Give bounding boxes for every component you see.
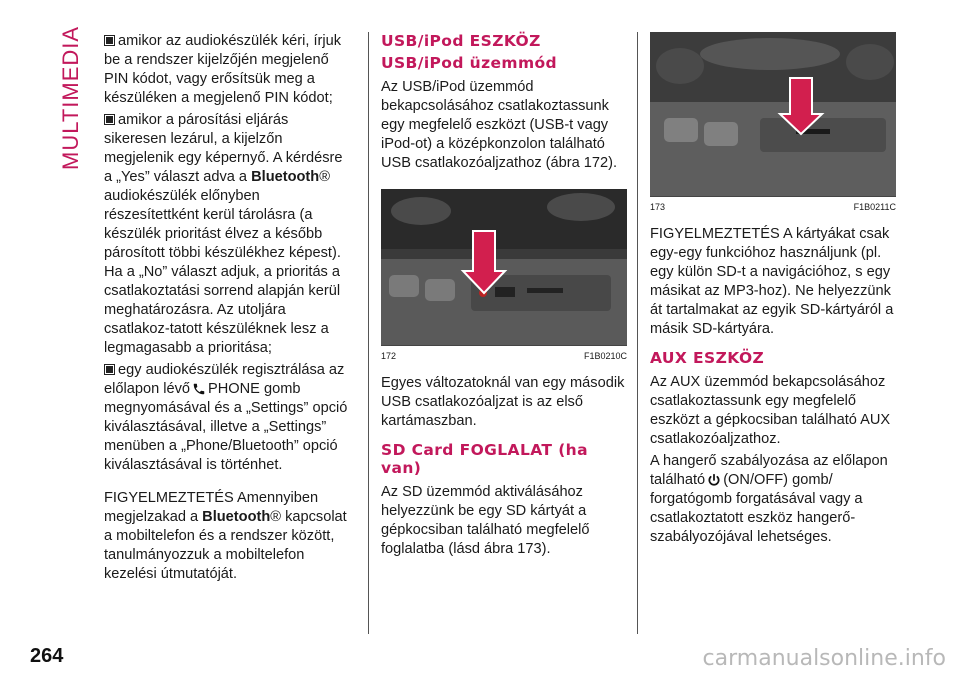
watermark: carmanualsonline.info — [702, 646, 946, 671]
page-number: 264 — [30, 645, 64, 667]
heading-usb-mode: USB/iPod üzemmód — [381, 54, 558, 72]
column-divider — [637, 32, 638, 634]
figure-code: F1B0211C — [853, 202, 896, 212]
paragraph-volume: A hangerő szabályozása az előlapon található (ON/OFF) gomb/ forgatógomb forgatásával vagy a csatlakoztatott eszköz hangerő-szabályozójával lehetséges. — [650, 453, 888, 545]
warning-bluetooth: FIGYELMEZTETÉS Amennyiben megjelzakad a Bluetooth® kapcsolat a mobiltelefon és a rendszer között, tanulmányozzuk a mobiltelefon kezelési útmutatóját. — [104, 490, 347, 582]
column-right — [650, 32, 896, 550]
figure-caption-173 — [650, 196, 896, 213]
figure-usb-socket — [381, 189, 627, 345]
figure-number: 172 — [381, 351, 397, 361]
bullet-square-icon — [104, 35, 115, 46]
phone-icon — [192, 382, 206, 396]
figure-caption-172 — [381, 345, 627, 362]
section-side-label: MULTIMEDIA — [58, 25, 83, 170]
paragraph-usb-intro: Az USB/iPod üzemmód bekapcsolásához csatlakoztassunk egy megfelelő eszközt (USB-t vagy iPod-ot) a középkonzolon található USB csatlakozóaljzathoz (ábra 172). — [381, 79, 618, 171]
heading-aux: AUX ESZKÖZ — [650, 349, 765, 367]
bullet-register-device: egy audiokészülék regisztrálása az előlapon lévő PHONE gomb megnyomásával és a „Settings” opció kiválasztásával, illetve a „Settings” menüben a „Phone/Bluetooth” opció kiválasztásával is történhet. — [104, 362, 348, 473]
column-middle — [381, 32, 627, 562]
figure-number: 173 — [650, 202, 666, 212]
power-icon — [707, 473, 721, 487]
paragraph-sd-mode: Az SD üzemmód aktiválásához helyezzünk be egy SD kártyát a gépkocsiban található megfelelő foglalatba (lásd ábra 173). — [381, 484, 590, 557]
paragraph-second-usb: Egyes változatoknál van egy második USB csatlakozóaljzat is az első kartámaszban. — [381, 375, 625, 429]
bullet-pairing-success: amikor a párosítási eljárás sikeresen lezárul, a kijelzőn megjelenik egy képernyő. A kérdésre a „Yes” választ adva a Bluetooth® audiokészülék előnyben részesítettként kerül tárolásra (a készülék prioritást élvez a később párosított többi készülékhez képest). Ha a „No” választ adjuk, a prioritás a csatlakoztatási sorrend alapján kerül meghatározásra. Az utoljára csatlakoz-tatott készüléknek lesz a legmagasabb a prioritása; — [104, 112, 343, 356]
bullet-square-icon — [104, 364, 115, 375]
paragraph-aux-mode: Az AUX üzemmód bekapcsolásához csatlakoztassunk egy megfelelő eszközt a gépkocsiban található AUX csatlakozóaljzathoz. — [650, 374, 891, 447]
sd-slot-photo — [650, 32, 896, 196]
column-divider — [368, 32, 369, 634]
heading-usb-ipod: USB/iPod ESZKÖZ — [381, 32, 541, 50]
warning-sd-cards: FIGYELMEZTETÉS A kártyákat csak egy-egy funkcióhoz használjunk (pl. egy külön SD-t a navigációhoz, s egy másikat az MP3-hoz). Ne helyezzünk át tartalmakat az egyik SD-kártyáról a másik SD-kártyára. — [650, 226, 894, 337]
bullet-pin-code: amikor az audiokészülék kéri, írjuk be a rendszer kijelzőjén megjelenő PIN kódot, vagy erősítsük meg a készüléken a megjelenő PIN kódot; — [104, 33, 342, 106]
usb-socket-photo — [381, 189, 627, 345]
column-left — [104, 32, 354, 587]
bullet-square-icon — [104, 114, 115, 125]
figure-code: F1B0210C — [583, 351, 627, 361]
figure-sd-slot — [650, 32, 896, 196]
heading-sd-card: SD Card FOGLALAT (ha van) — [381, 441, 588, 477]
